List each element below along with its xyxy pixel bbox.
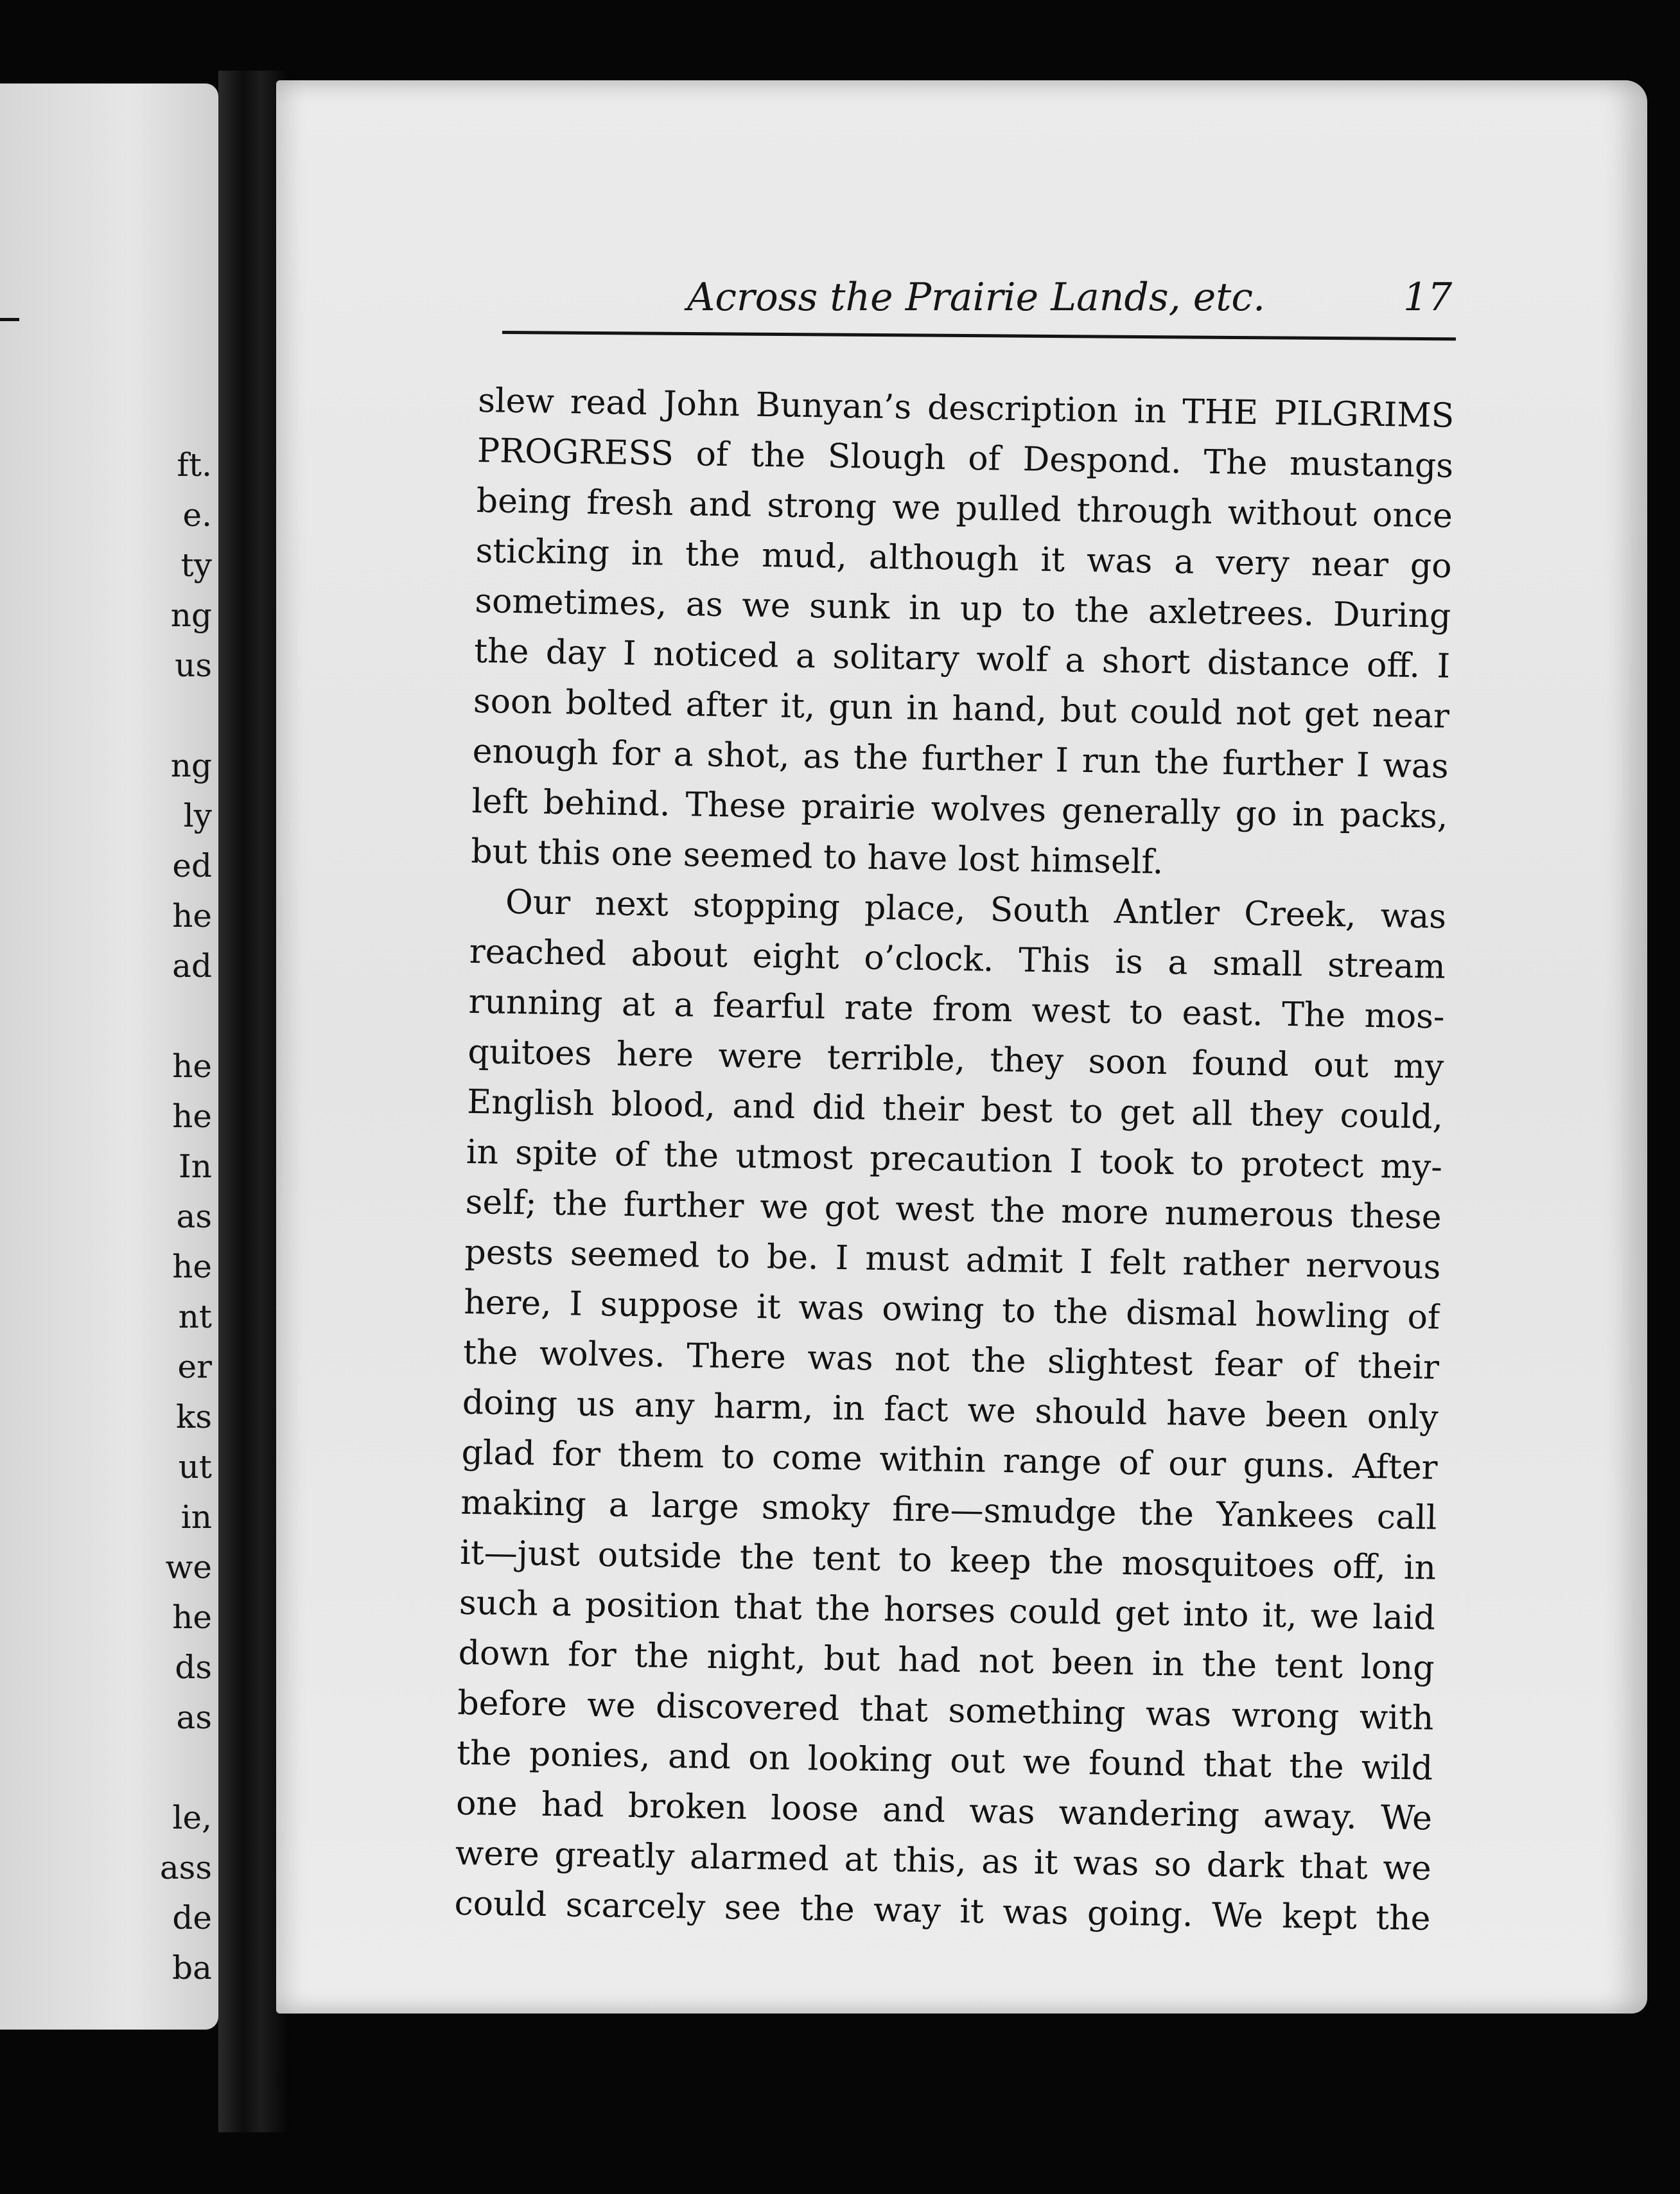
previous-page-line: ng [170, 597, 212, 634]
previous-page-line: as [176, 1699, 212, 1736]
previous-page-line: he [172, 1248, 212, 1285]
text-line: quitoes here were terrible, they soon found out my [467, 1032, 1444, 1087]
text-line: soon bolted after it, gun in hand, but could not get near [473, 681, 1450, 736]
previous-page-line: he [172, 1098, 212, 1135]
previous-page-line: he [172, 897, 212, 935]
text-line: enough for a shot, as the further I run the further I was [472, 732, 1449, 786]
body-text [454, 376, 1455, 1944]
running-head: Across the Prairie Lands, etc. [687, 275, 1266, 320]
text-line: English blood, and did their best to get all they could, [466, 1082, 1444, 1137]
text-line: making a large smoky fire—smudge the Yankees call [460, 1483, 1437, 1538]
previous-page-line: ba [172, 1949, 212, 1987]
text-line: reached about eight o’clock. This is a small stream [469, 932, 1446, 987]
previous-page-line: as [176, 1198, 212, 1235]
previous-page-line: us [175, 647, 212, 684]
text-line: in spite of the utmost precaution I took to protect my- [466, 1132, 1443, 1187]
previous-page-line: ty [180, 547, 212, 584]
page-number: 17 [1403, 275, 1453, 320]
previous-page-line: In [179, 1148, 212, 1185]
previous-page-line: ad [172, 947, 212, 985]
previous-page-line: nt [178, 1298, 212, 1335]
text-line: running at a fearful rate from west to east. The mos- [468, 982, 1445, 1037]
text-line: left behind. These prairie wolves generally go in packs, [471, 782, 1448, 836]
previous-page-line: ass [159, 1849, 212, 1886]
text-line: it—just outside the tent to keep the mosquitoes off, in [459, 1533, 1437, 1588]
text-line: pests seemed to be. I must admit I felt rather nervous [464, 1233, 1441, 1287]
previous-page-line: e. [182, 496, 212, 534]
text-line: were greatly alarmed at this, as it was so dark that we [455, 1834, 1432, 1888]
previous-page-line: ng [170, 747, 212, 784]
previous-page-line: ds [175, 1649, 212, 1686]
previous-page-line: le, [172, 1799, 212, 1836]
text-line: sometimes, as we sunk in up to the axletrees. During [475, 581, 1451, 636]
text-line: before we discovered that something was wrong with [457, 1683, 1434, 1738]
previous-page-header-rule [0, 318, 19, 321]
text-line: doing us any harm, in fact we should have been only [462, 1383, 1439, 1437]
previous-page-line: ly [183, 797, 212, 834]
paragraph-end-line: but this one seemed to have lost himself. [470, 832, 1164, 882]
previous-page-line: er [177, 1348, 212, 1385]
previous-page-line: in [180, 1498, 212, 1536]
text-line: self; the further we got west the more numerous these [465, 1182, 1442, 1237]
previous-page-fragment [0, 83, 218, 2030]
text-line: glad for them to come within range of our guns. After [461, 1433, 1438, 1488]
text-line: being fresh and strong we pulled through without once [476, 481, 1453, 536]
text-line: here, I suppose it was owing to the dismal howling of [463, 1283, 1440, 1337]
previous-page-line: ks [176, 1398, 212, 1435]
previous-page-line: ft. [177, 446, 212, 484]
text-line: could scarcely see the way it was going. We kept the [454, 1884, 1431, 1938]
text-line: down for the night, but had not been in the tent long [458, 1633, 1435, 1688]
text-line: such a position that the horses could get into it, we laid [459, 1583, 1436, 1638]
previous-page-line: ut [178, 1448, 212, 1486]
text-line: the day I noticed a solitary wolf a short distance off. I [473, 631, 1451, 686]
text-line: PROGRESS of the Slough of Despond. The mustangs [477, 431, 1454, 486]
previous-page-line: he [172, 1048, 212, 1085]
text-line: slew read John Bunyan’s description in THE PILGRIMS [477, 381, 1455, 435]
text-line: sticking in the mud, although it was a very near go [475, 531, 1452, 586]
paragraph-first-line: Our next stopping place, South Antler Creek, was [505, 882, 1447, 936]
previous-page-line: ed [172, 847, 212, 884]
previous-page-line: we [165, 1549, 212, 1586]
previous-page-line: he [172, 1599, 212, 1636]
text-line: one had broken loose and was wandering away. We [455, 1784, 1433, 1838]
text-line: the wolves. There was not the slightest fear of their [462, 1333, 1440, 1387]
text-line: the ponies, and on looking out we found that the wild [456, 1733, 1433, 1788]
previous-page-line: de [172, 1899, 212, 1936]
